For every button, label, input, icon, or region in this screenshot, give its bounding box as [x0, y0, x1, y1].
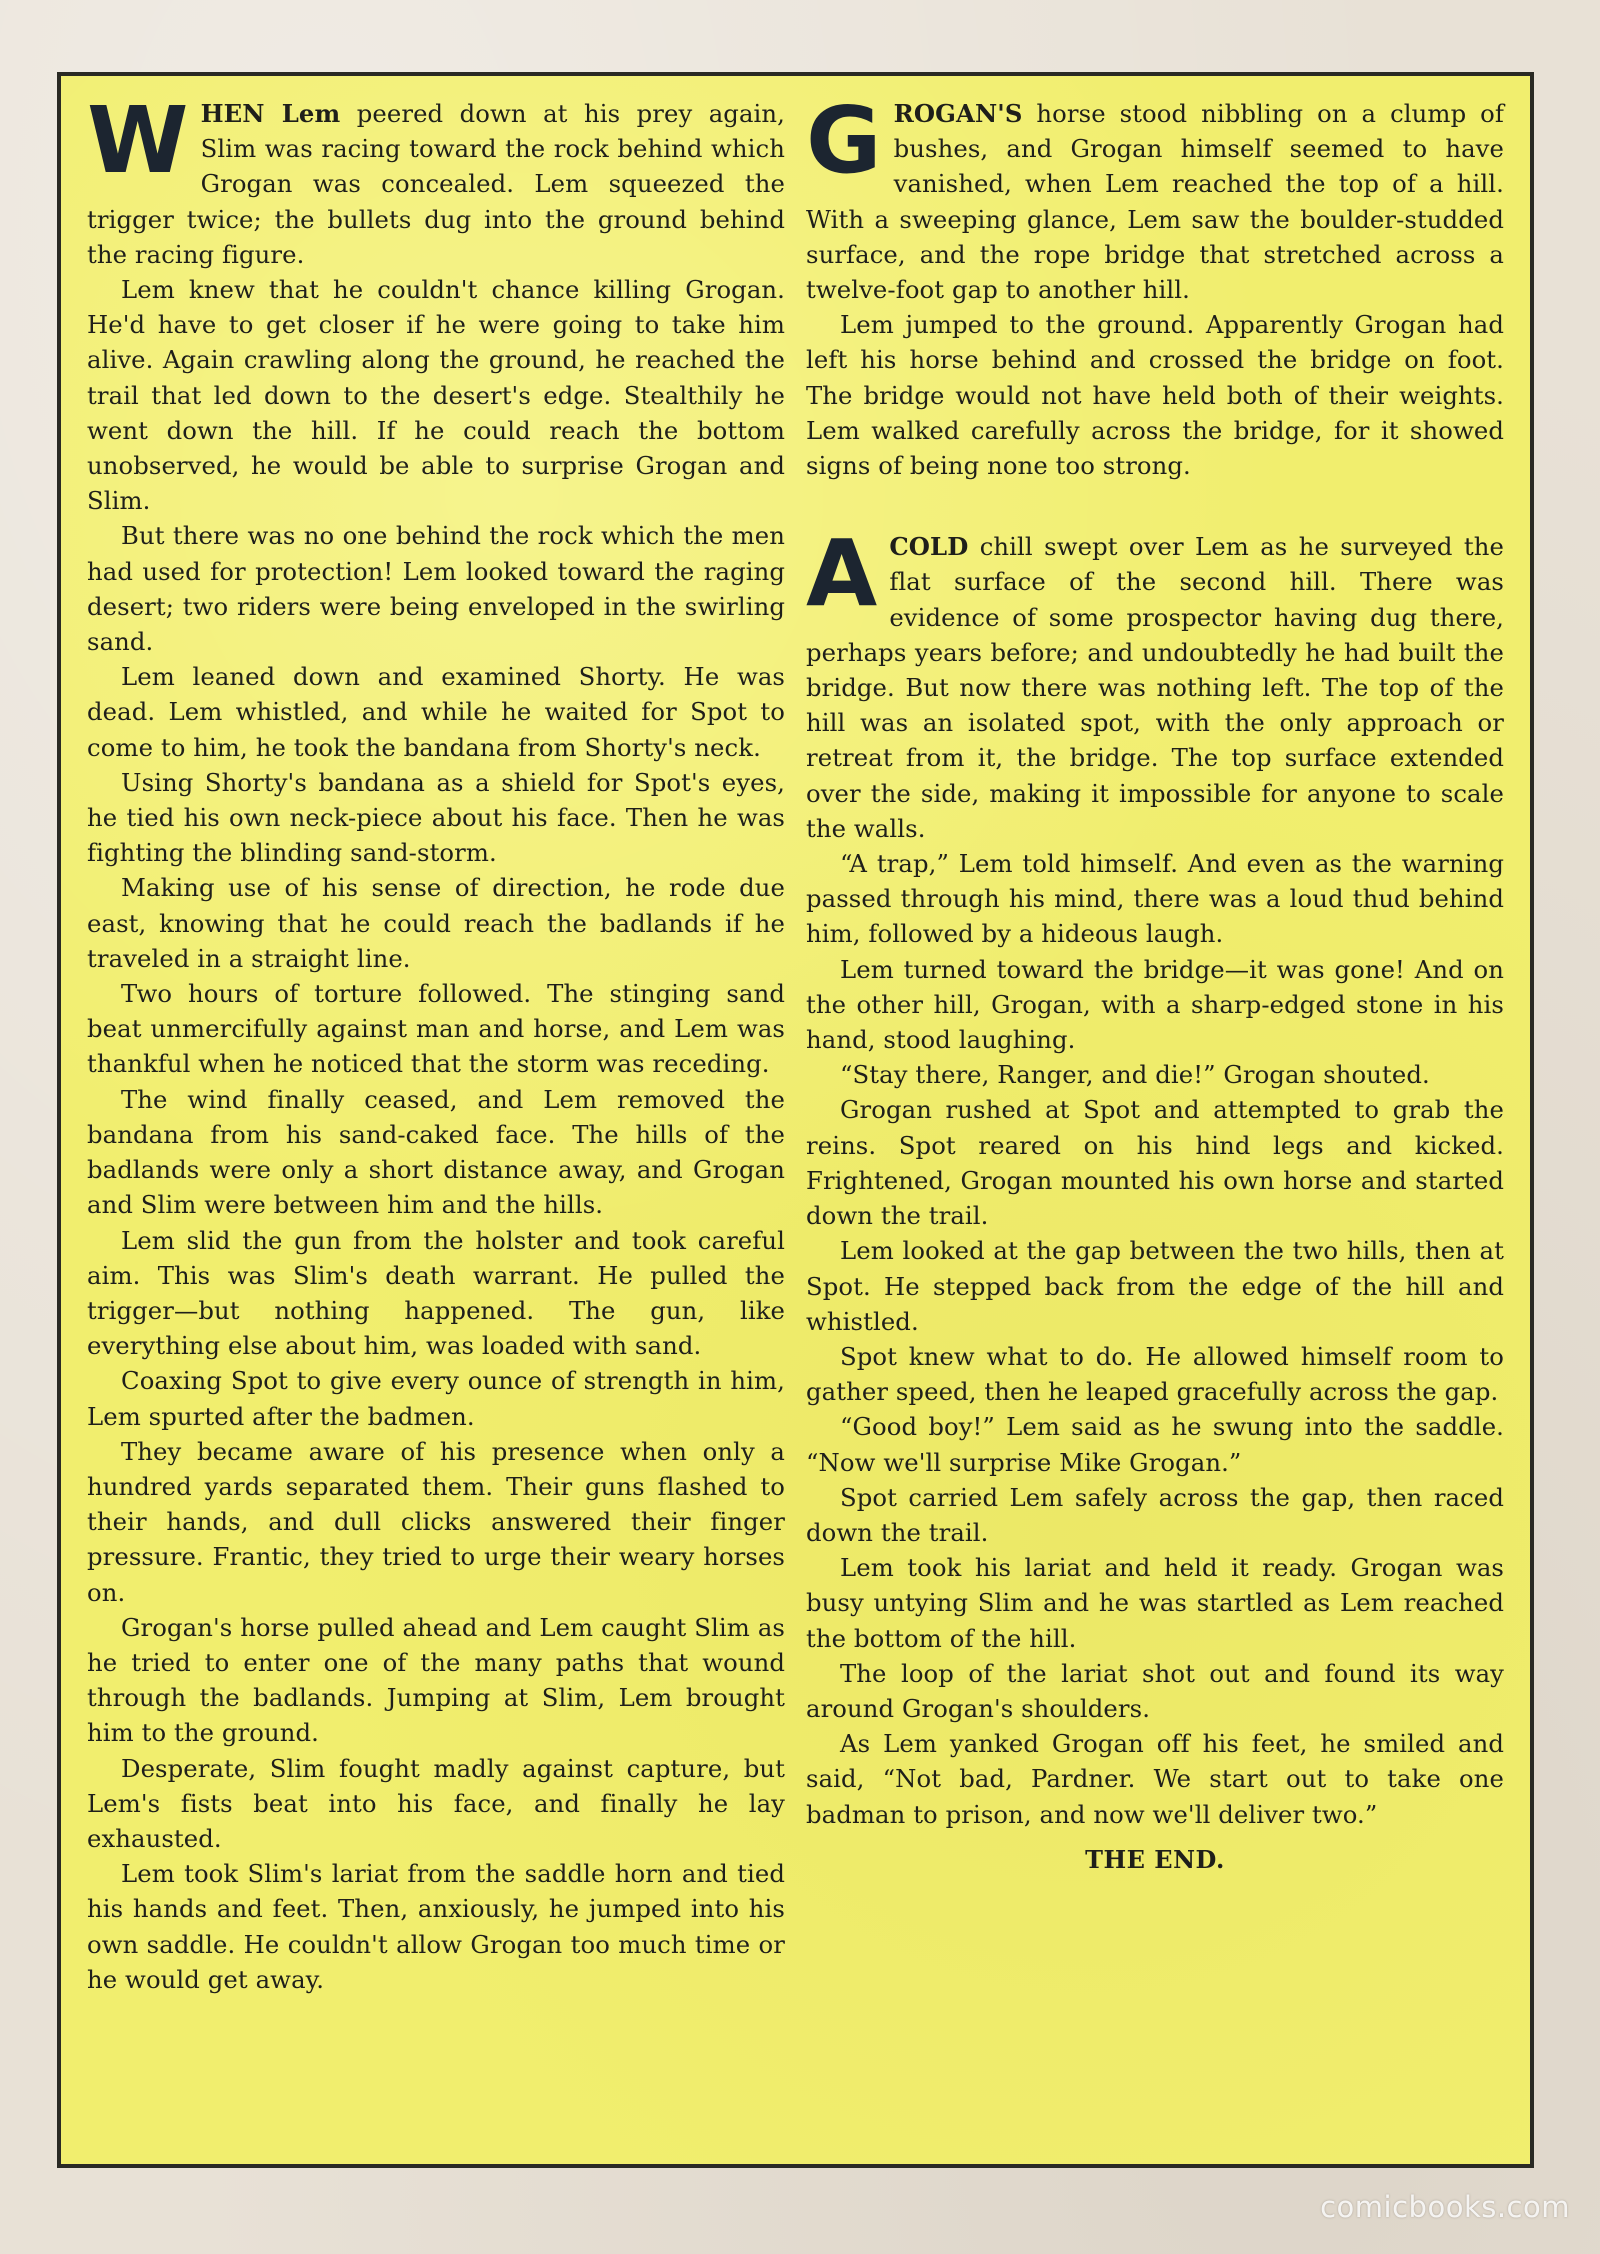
story-paragraph: Desperate, Slim fought madly against capture, but Lem's fists beat into his face, and finally he lay exhausted.: [87, 1753, 785, 1853]
story-paragraph: Lem took his lariat and held it ready. Grogan was busy untying Slim and he was startled as Lem reached the bottom of the hill.: [806, 1553, 1504, 1653]
paragraph-text: chill swept over Lem as he surveyed the flat surface of the second hill. There was evidence of some prospector having dug there, perhaps years before; and undoubtedly he had built the bridge. But now there was nothing left. The top of the hill was an isolated spot, with the only approach or retreat from it, the bridge. The top surface extended over the side, making it impossible for anyone to scale the walls.: [806, 532, 1504, 843]
story-paragraph: But there was no one behind the rock which the men had used for protection! Lem looked toward the raging desert; two riders were being enveloped in the swirling sand.: [87, 521, 785, 657]
section-break: [806, 483, 1504, 529]
story-paragraph: “Good boy!” Lem said as he swung into the saddle. “Now we'll surprise Mike Grogan.”: [806, 1412, 1504, 1477]
story-paragraph: Lem looked at the gap between the two hills, then at Spot. He stepped back from the edge of the hill and whistled.: [806, 1236, 1504, 1336]
paragraph-text: peered down at his prey again, Slim was racing toward the rock behind which Grogan was concealed. Lem squeezed the trigger twice; the bullets dug into the ground behind the racing figure.: [87, 99, 785, 269]
lead-in-text: HEN Lem: [200, 99, 341, 128]
story-paragraph: Spot knew what to do. He allowed himself room to gather speed, then he leaped gracefully across the gap.: [806, 1341, 1504, 1407]
story-paragraph: They became aware of his presence when only a hundred yards separated them. Their guns flashed to their hands, and dull clicks answered their finger pressure. Frantic, they tried to urge their weary horses on.: [87, 1436, 785, 1607]
lead-in-text: ROGAN'S: [893, 99, 1023, 128]
story-paragraph: [87, 87, 785, 272]
drop-cap-a: A: [806, 520, 878, 628]
story-paragraph: The wind finally ceased, and Lem removed the bandana from his sand-caked face. The hills of the badlands were only a short distance away, and Grogan and Slim were between him and the hills.: [87, 1084, 785, 1220]
story-paragraph: [806, 520, 1504, 846]
story-paragraph: [806, 87, 1504, 307]
drop-cap-g: G: [806, 87, 882, 194]
story-paragraph: Lem leaned down and examined Shorty. He was dead. Lem whistled, and while he waited for Spot to come to him, he took the bandana from Shorty's neck.: [87, 662, 785, 762]
left-column: [83, 87, 785, 2144]
source-watermark: comicbooks.com: [1320, 2190, 1570, 2224]
story-paragraph: “A trap,” Lem told himself. And even as the warning passed through his mind, there was a loud thud behind him, followed by a hideous laugh.: [806, 849, 1504, 949]
story-paragraph: Lem knew that he couldn't chance killing Grogan. He'd have to get closer if he were going to take him alive. Again crawling along the ground, he reached the trail that led down to the desert's edge. Stealthily he went down the hill. If he could reach the bottom unobserved, he would be able to surprise Grogan and Slim.: [87, 275, 785, 516]
story-paragraph: Using Shorty's bandana as a shield for Spot's eyes, he tied his own neck-piece about his face. Then he was fighting the blinding sand-storm.: [87, 767, 785, 868]
story-paragraph: Lem slid the gun from the holster and took careful aim. This was Slim's death warrant. He pulled the trigger—but nothing happened. The gun, like everything else about him, was loaded with sand.: [87, 1225, 785, 1361]
story-paragraph: Coaxing Spot to give every ounce of strength in him, Lem spurted after the badmen.: [87, 1366, 785, 1431]
story-paragraph: The loop of the lariat shot out and found its way around Grogan's shoulders.: [806, 1658, 1504, 1723]
story-paragraph: Lem took Slim's lariat from the saddle horn and tied his hands and feet. Then, anxiously, he jumped into his own saddle. He couldn't allow Grogan too much time or he would get away.: [87, 1859, 785, 1994]
right-column: [806, 87, 1508, 2144]
lead-in-text: COLD: [889, 532, 969, 562]
story-paragraph: “Stay there, Ranger, and die!” Grogan shouted.: [840, 1060, 1430, 1090]
story-paragraph: Lem turned toward the bridge—it was gone! And on the other hill, Grogan, with a sharp-edged stone in his hand, stood laughing.: [806, 954, 1504, 1055]
the-end-mark: THE END.: [1085, 1844, 1225, 1874]
story-paragraph: Spot carried Lem safely across the gap, then raced down the trail.: [806, 1482, 1504, 1547]
story-paragraph: As Lem yanked Grogan off his feet, he smiled and said, “Not bad, Pardner. We start out to take one badman to prison, and now we'll deliver two.”: [806, 1729, 1504, 1829]
story-paragraph: Making use of his sense of direction, he rode due east, knowing that he could reach the badlands if he traveled in a straight line.: [87, 873, 785, 973]
drop-cap-w: W: [87, 87, 189, 194]
story-paragraph: Lem jumped to the ground. Apparently Grogan had left his horse behind and crossed the bridge on foot. The bridge would not have held both of their weights. Lem walked carefully across the bridge, for it showed signs of being none too strong.: [806, 310, 1504, 481]
story-paragraph: Two hours of torture followed. The stinging sand beat unmercifully against man and horse, and Lem was thankful when he noticed that the storm was receding.: [87, 979, 785, 1079]
story-text-box: [57, 72, 1534, 2168]
story-paragraph: Grogan's horse pulled ahead and Lem caught Slim as he tried to enter one of the many paths that wound through the badlands. Jumping at Slim, Lem brought him to the ground.: [87, 1612, 785, 1748]
paragraph-text: horse stood nibbling on a clump of bushes, and Grogan himself seemed to have vanished, when Lem reached the top of a hill. With a sweeping glance, Lem saw the boulder-studded surface, and the rope bridge that stretched across a twelve-foot gap to another hill.: [806, 99, 1504, 305]
story-paragraph: Grogan rushed at Spot and attempted to grab the reins. Spot reared on his hind legs and kicked. Frightened, Grogan mounted his own horse and started down the trail.: [806, 1095, 1504, 1231]
